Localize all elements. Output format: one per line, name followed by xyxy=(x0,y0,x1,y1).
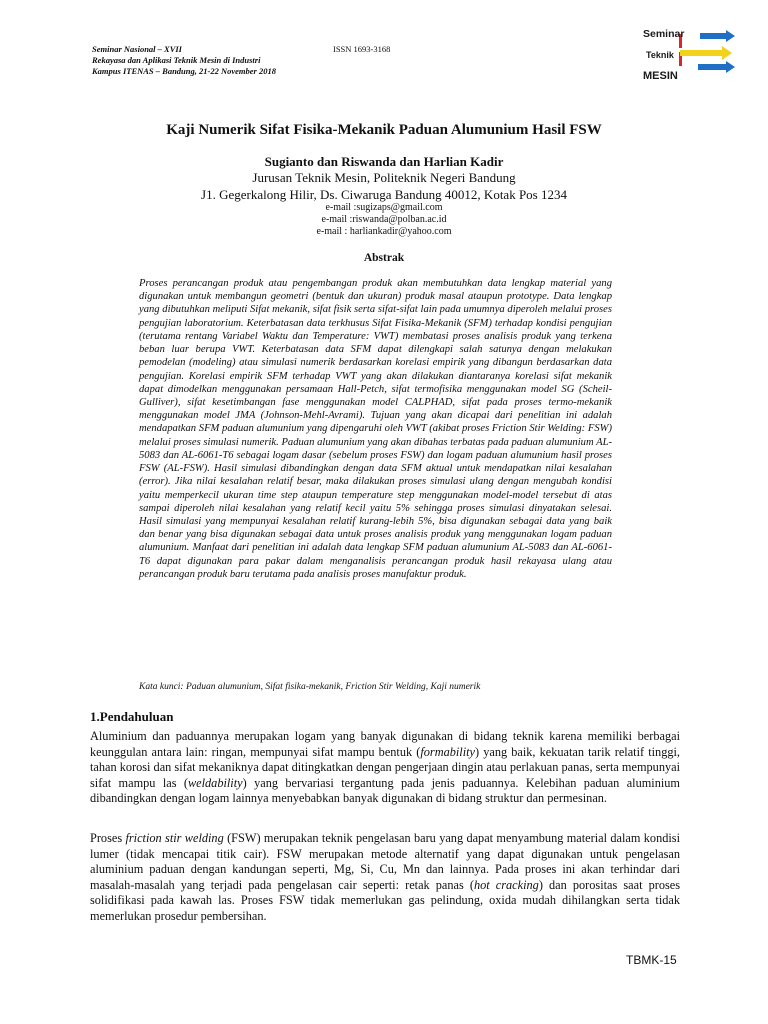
logo-text-mesin: MESIN xyxy=(643,70,678,82)
author-emails xyxy=(0,202,768,239)
section-heading: 1.Pendahuluan xyxy=(90,709,174,724)
paper-title: Kaji Numerik Sifat Fisika-Mekanik Paduan Alumunium Hasil FSW xyxy=(166,122,602,138)
conference-venue: Kampus ITENAS – Bandung, 21-22 November 2018 xyxy=(92,66,276,76)
email-2: e-mail :riswanda@polban.ac.id xyxy=(321,214,447,226)
p1-term-formability: formability xyxy=(420,744,476,759)
conference-name: Seminar Nasional – XVII xyxy=(92,44,182,54)
p2-text-3: ) dan porositas saat proses solidifikasi pada kawah las. Proses FSW tidak memerlukan gas pelindung, oxida mudah dihilangkan serta tidak memerlukan prosedur pembersihan. xyxy=(90,877,681,923)
p2-term-fsw: friction stir welding xyxy=(125,831,224,845)
paper-authors: Sugianto dan Riswanda dan Harlian Kadir xyxy=(264,154,504,169)
logo-text-seminar: Seminar xyxy=(643,28,685,40)
page-number: TBMK-15 xyxy=(626,953,677,967)
affiliation-department: Jurusan Teknik Mesin, Politeknik Negeri Bandung xyxy=(252,170,516,185)
keywords-label: Kata kunci: xyxy=(139,682,184,692)
intro-paragraph-1 xyxy=(90,729,680,807)
abstract-body: Proses perancangan produk atau pengembangan produk akan membutuhkan data lengkap material yang digunakan untuk membangun geometri (bentuk dan ukuran) produk masal ataupun prototype. Data lengkap yang dibutuhkan meliputi Sifat mekanik, sifat fisik serta sifat-sifat lain pada umumnya diperoleh melalui proses pengujian laboratorium. Keterbatasan data terkhusus Sifat Fisika-Mekanik (SFM) terhadap kondisi pengujian (terutama rentang Variabel Waktu dan Temperature: VWT) membatasi proses analisis produk yang terkena beban luar berupa VWT. Keterbatasan data SFM dapat dilengkapi salah satunya dengan melakukan pemodelan (modeling) atau simulasi numerik berdasarkan korelasi empirik yang dibangun berdasarkan data pengujian. Korelasi empirik SFM terhadap VWT yang akan dilakukan diantaranya korelasi sifat mekanik dapat dimodelkan menggunakan persamaan Hall-Petch, sifat termofisika menggunakan model SG (Scheil-Gulliver), sifat kesetimbangan fase menggunakan model CALPHAD, sifat pada proses termo-mekanik menggunakan model JMA (Johnson-Mehl-Avrami). Tujuan yang akan dicapai dari penelitian ini adalah mendapatkan SFM paduan alumunium yang dipengaruhi oleh VWT (akibat proses Friction Stir Welding: FSW) melalui proses simulasi numerik. Paduan alumunium yang akan dibahas terbatas pada paduan alumunium AL-5083 dan AL-6061-T6 sebagai logam dasar (sebelum proses FSW) dan logam paduan alumunium hasil proses FSW (AL-FSW). Hasil simulasi dibandingkan dengan data SFM aktual untuk mendapatkan nilai kesalahan (error). Jika nilai kesalahan relatif besar, maka dilakukan proses simulasi ulang dengan mengubah kondisi yaitu memperkecil ukuran time step ataupun temperature step menggunakan model-model tersebut di atas sampai diperoleh nilai kesalahan yang relatif kecil yaitu 5% sehingga proses simulasi dinyatakan selesai. Hasil simulasi yang mempunyai kesalahan relatif kurang-lebih 5%, bisa digunakan sebagai data yang baik dan benar yang bisa digunakan sebagai data untuk proses analisis produk yang menggunakan logam paduan alumunium. Manfaat dari penelitian ini adalah data lengkap SFM paduan alumunium AL-5083 dan AL-6061-T6 dapat digunakan para pakar dalam menganalisis perancangan produk hasil rekayasa ulang atau perancangan produk baru terutama pada analisis proses manufaktur produk. xyxy=(139,278,612,580)
keywords-text: Paduan alumunium, Sifat fisika-mekanik, Friction Stir Welding, Kaji numerik xyxy=(185,682,481,692)
issn-number: ISSN 1693-3168 xyxy=(333,44,391,54)
p1-text-1: Aluminium dan paduannya merupakan logam yang banyak digunakan di bidang teknik karena memiliki berbagai keunggulan antara lain: ringan, mempunyai sifat mampu bentuk ( xyxy=(90,729,680,759)
keywords xyxy=(139,682,619,692)
seminar-teknik-mesin-logo xyxy=(640,22,740,86)
p2-term-hot-cracking: hot cracking xyxy=(473,877,539,892)
author-affiliation xyxy=(0,169,768,203)
conference-header xyxy=(92,44,276,77)
p1-text-2: ) yang baik, kekuatan tarik relatif tinggi, tahan korosi dan sifat mekaniknya dapat ditingkatkan dengan pengerjaan dingin atau perlakuan panas, serta mempunyai sifat mampu las ( xyxy=(90,744,680,790)
intro-paragraph-2 xyxy=(90,831,680,925)
p1-term-weldability: weldability xyxy=(187,775,243,790)
conference-theme: Rekayasa dan Aplikasi Teknik Mesin di Industri xyxy=(92,55,261,65)
logo-text-teknik: Teknik xyxy=(646,50,674,60)
p2-text-2: (FSW) merupakan teknik pengelasan baru yang dapat menyambung material dalam kondisi lumer (tidak mencapai titik cair). FSW merupakan metode alternatif yang dapat digunakan untuk pengelasan aluminium paduan dengan kandungan seperti, Mg, Si, Cu, Mn dan lainnya. Pada proses ini akan terhindar dari masalah-masalah yang terjadi pada pengelasan cair seperti: retak panas ( xyxy=(90,831,680,892)
affiliation-address: J1. Gegerkalong Hilir, Ds. Ciwaruga Bandung 40012, Kotak Pos 1234 xyxy=(201,187,567,202)
p1-text-3: ) yang bervariasi tergantung pada jenis paduannya. Kelebihan paduan aluminium dibandingkan dengan logam lainnya menyebabkan banyak digunakan di bidang struktur dan permesinan. xyxy=(90,775,680,806)
abstract-heading: Abstrak xyxy=(363,252,405,264)
email-1: e-mail :sugizaps@gmail.com xyxy=(325,202,443,213)
p2-text-1: Proses xyxy=(90,831,126,845)
email-3: e-mail : harliankadir@yahoo.com xyxy=(316,226,452,238)
